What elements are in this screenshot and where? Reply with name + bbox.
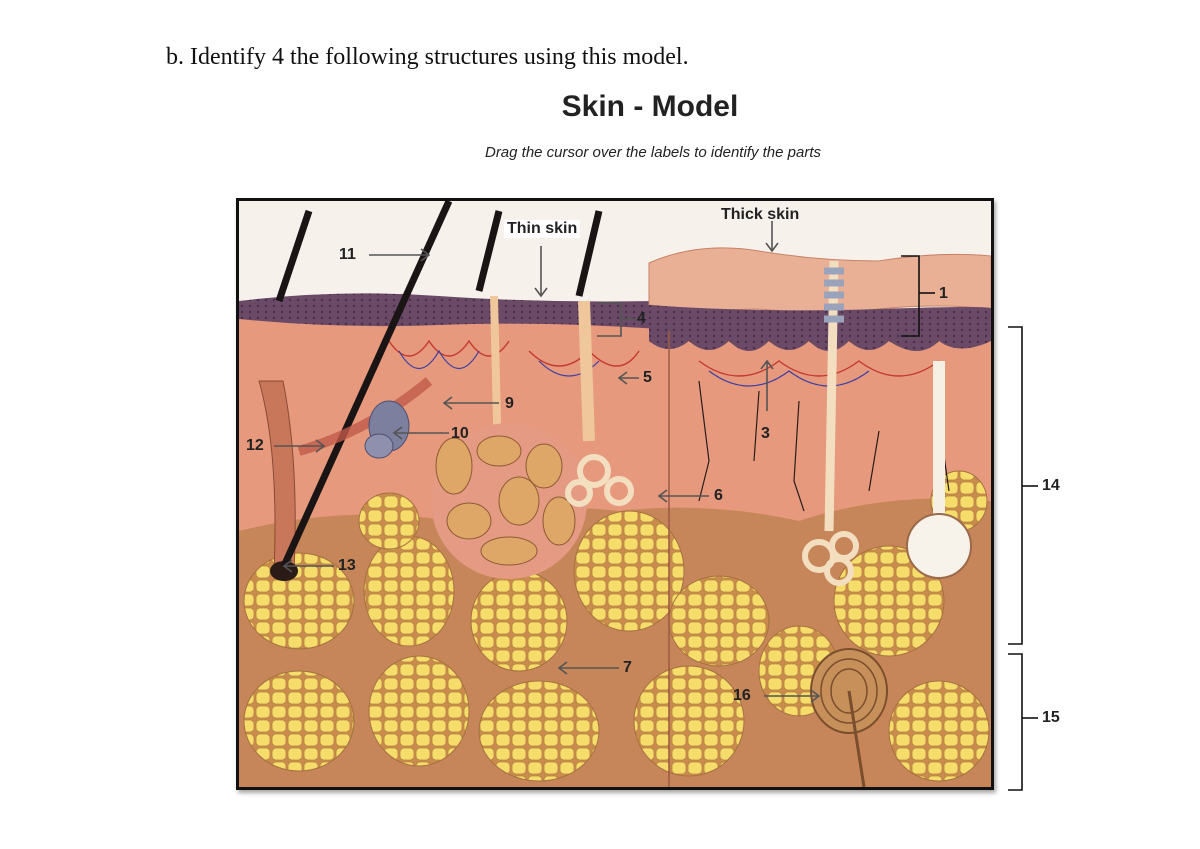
page-title: Skin - Model [561, 90, 739, 123]
instructions-text: Drag the cursor over the labels to identify the parts [484, 144, 821, 161]
thin-skin-label: Thin skin [504, 220, 580, 238]
label-5[interactable]: 5 [643, 369, 652, 386]
label-1[interactable]: 1 [939, 285, 948, 302]
layer-brackets [1000, 322, 1080, 792]
bracket-15 [1008, 654, 1022, 790]
label-15[interactable]: 15 [1042, 709, 1060, 726]
sweat-gland-white [907, 514, 971, 578]
label-9[interactable]: 9 [505, 395, 514, 412]
label-3[interactable]: 3 [761, 425, 770, 442]
sweat-duct-thick [829, 261, 834, 531]
label-6[interactable]: 6 [714, 487, 723, 504]
label-12[interactable]: 12 [246, 437, 264, 454]
question-text: b. Identify 4 the following structures using this model. [166, 44, 689, 70]
label-16[interactable]: 16 [733, 687, 751, 704]
label-10[interactable]: 10 [451, 425, 469, 442]
thick-skin-label: Thick skin [721, 206, 800, 223]
bracket-14 [1008, 327, 1022, 644]
label-13[interactable]: 13 [338, 557, 356, 574]
label-11[interactable]: 11 [339, 246, 356, 263]
label-14[interactable]: 14 [1042, 477, 1060, 494]
hair-root [584, 301, 589, 441]
label-7[interactable]: 7 [623, 659, 632, 676]
skin-model-illustration [239, 201, 991, 787]
label-4[interactable]: 4 [637, 310, 646, 327]
sweat-gland-coiled [431, 423, 587, 579]
skin-model-figure [236, 198, 994, 790]
